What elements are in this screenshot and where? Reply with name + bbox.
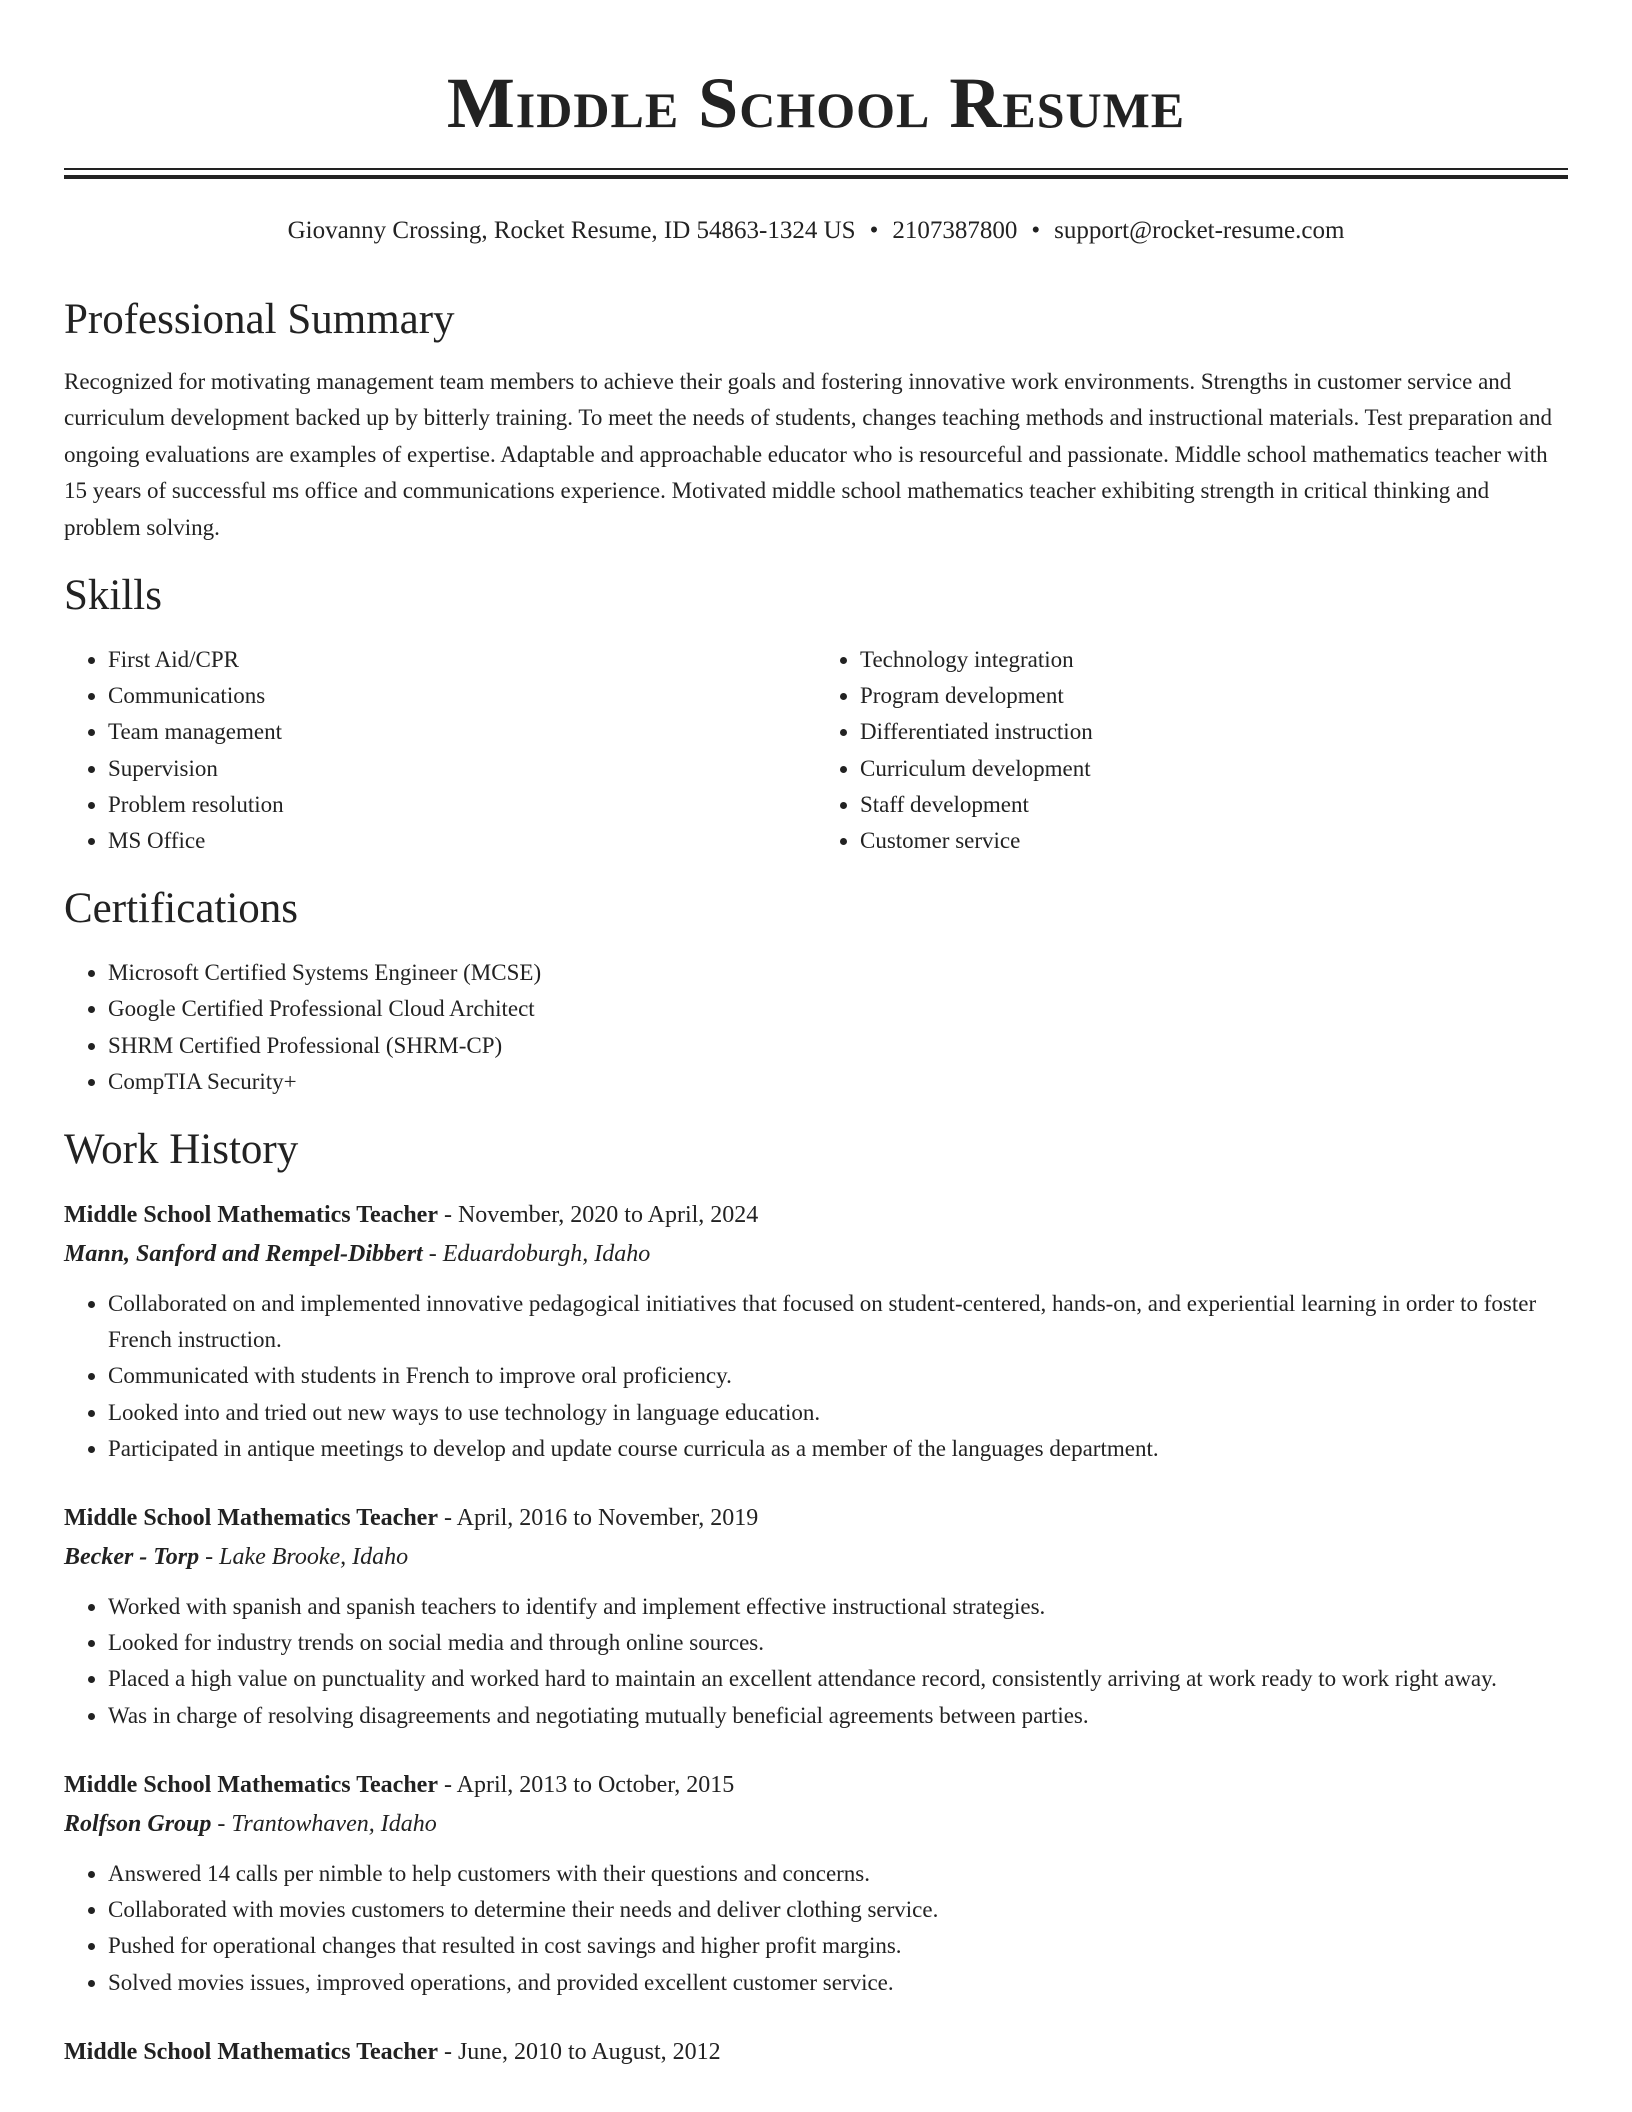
contact-separator: • (869, 217, 879, 244)
job-company-line: Rolfson Group - Trantowhaven, Idaho (64, 1810, 437, 1837)
job-role: Middle School Mathematics Teacher (64, 1202, 438, 1229)
job-header: Middle School Mathematics Teacher - April, 2016 to November, 2019 (64, 1505, 759, 1532)
job-company: Mann, Sanford and Rempel-Dibbert (64, 1241, 423, 1268)
skills-section (64, 564, 1568, 859)
job-company-line: Becker - Torp - Lake Brooke, Idaho (64, 1544, 409, 1571)
contact-phone: 2107387800 (892, 217, 1018, 244)
contact-line (0, 214, 1632, 248)
skills-list-right (816, 642, 1568, 859)
job-bullets (64, 1589, 1568, 1734)
job-bullet: • Looked into and tried out new ways to use technology in language education. (108, 1395, 1568, 1431)
job-role: Middle School Mathematics Teacher (64, 1505, 438, 1532)
job-bullet: • Collaborated on and implemented innovative pedagogical initiatives that focused on student-centered, hands-on, and experiential learning in order to foster French instruction. (108, 1286, 1568, 1358)
skill-item: • First Aid/CPR (108, 642, 816, 678)
job-entry (64, 1766, 1568, 2001)
job-header: Middle School Mathematics Teacher - November, 2020 to April, 2024 (64, 1202, 759, 1229)
job-bullet: • Participated in antique meetings to develop and update course curricula as a member of the languages department. (108, 1431, 1568, 1467)
job-entry (64, 1196, 1568, 1467)
contact-address: Giovanny Crossing, Rocket Resume, ID 54863-1324 US (287, 217, 856, 244)
skill-item: • MS Office (108, 823, 816, 859)
job-company-line: Mann, Sanford and Rempel-Dibbert - Eduardoburgh, Idaho (64, 1241, 651, 1268)
job-bullet: • Worked with spanish and spanish teachers to identify and implement effective instructional strategies. (108, 1589, 1568, 1625)
job-role: Middle School Mathematics Teacher (64, 2038, 438, 2065)
contact-separator: • (1031, 217, 1041, 244)
title-divider-thick (64, 175, 1568, 179)
job-bullet: • Answered 14 calls per nimble to help customers with their questions and concerns. (108, 1856, 1568, 1892)
skill-item: • Curriculum development (860, 751, 1568, 787)
skill-item: • Differentiated instruction (860, 714, 1568, 750)
job-entry (64, 2033, 1568, 2071)
contact-email: support@rocket-resume.com (1054, 217, 1345, 244)
skills-columns (64, 642, 1568, 859)
job-dates: June, 2010 to August, 2012 (457, 2038, 721, 2065)
summary-text: Recognized for motivating management team members to achieve their goals and fostering innovative work environments. Strengths in customer service and curriculum development backed up by bitterly training. To meet the needs of students, changes teaching methods and instructional materials. Test preparation and ongoing evaluations are examples of expertise. Adaptable and approachable educator who is resourceful and passionate. Middle school mathematics teacher with 15 years of successful ms office and communications experience. Motivated middle school mathematics teacher exhibiting strength in critical thinking and problem solving. (64, 369, 1552, 540)
skills-heading: Skills (64, 572, 162, 620)
certifications-list (64, 955, 1568, 1100)
job-bullet: • Looked for industry trends on social media and through online sources. (108, 1625, 1568, 1661)
title-divider-thin (64, 168, 1568, 170)
work-history-section (64, 1118, 1568, 2071)
certification-item: • CompTIA Security+ (108, 1064, 1568, 1100)
certification-item: • Google Certified Professional Cloud Architect (108, 991, 1568, 1027)
certifications-heading: Certifications (64, 885, 299, 933)
job-bullets (64, 1286, 1568, 1467)
resume-content (64, 288, 1568, 2103)
summary-section (64, 288, 1568, 546)
skill-item: • Problem resolution (108, 787, 816, 823)
job-bullet: • Placed a high value on punctuality and worked hard to maintain an excellent attendance record, consistently arriving at work ready to work right away. (108, 1661, 1568, 1697)
job-entry (64, 1499, 1568, 1734)
job-dates: November, 2020 to April, 2024 (457, 1202, 759, 1229)
job-company: Rolfson Group (64, 1810, 212, 1837)
summary-heading: Professional Summary (64, 296, 455, 343)
job-bullet: • Pushed for operational changes that resulted in cost savings and higher profit margins. (108, 1928, 1568, 1964)
skill-item: • Staff development (860, 787, 1568, 823)
job-bullet: • Was in charge of resolving disagreements and negotiating mutually beneficial agreements between parties. (108, 1698, 1568, 1734)
job-location: Trantowhaven, Idaho (231, 1810, 437, 1837)
job-dates: April, 2016 to November, 2019 (456, 1505, 759, 1532)
job-bullet: • Solved movies issues, improved operations, and provided excellent customer service. (108, 1965, 1568, 2001)
skill-item: • Program development (860, 678, 1568, 714)
skills-list-left (64, 642, 816, 859)
job-location: Eduardoburgh, Idaho (442, 1241, 651, 1268)
job-header: Middle School Mathematics Teacher - April, 2013 to October, 2015 (64, 1771, 735, 1798)
page-title: Middle School Resume (446, 63, 1186, 143)
job-bullet: • Communicated with students in French to improve oral proficiency. (108, 1358, 1568, 1394)
job-bullets (64, 1856, 1568, 2001)
skill-item: • Customer service (860, 823, 1568, 859)
certifications-section (64, 877, 1568, 1100)
job-header: Middle School Mathematics Teacher - June, 2010 to August, 2012 (64, 2038, 721, 2065)
skill-item: • Team management (108, 714, 816, 750)
job-dates: April, 2013 to October, 2015 (456, 1771, 735, 1798)
skill-item: • Communications (108, 678, 816, 714)
certification-item: • SHRM Certified Professional (SHRM-CP) (108, 1028, 1568, 1064)
job-bullet: • Collaborated with movies customers to determine their needs and deliver clothing service. (108, 1892, 1568, 1928)
job-role: Middle School Mathematics Teacher (64, 1771, 438, 1798)
work-history-heading: Work History (64, 1126, 299, 1174)
job-company: Becker - Torp (64, 1544, 200, 1571)
skill-item: • Supervision (108, 751, 816, 787)
skill-item: • Technology integration (860, 642, 1568, 678)
job-location: Lake Brooke, Idaho (219, 1544, 409, 1571)
certification-item: • Microsoft Certified Systems Engineer (MCSE) (108, 955, 1568, 991)
